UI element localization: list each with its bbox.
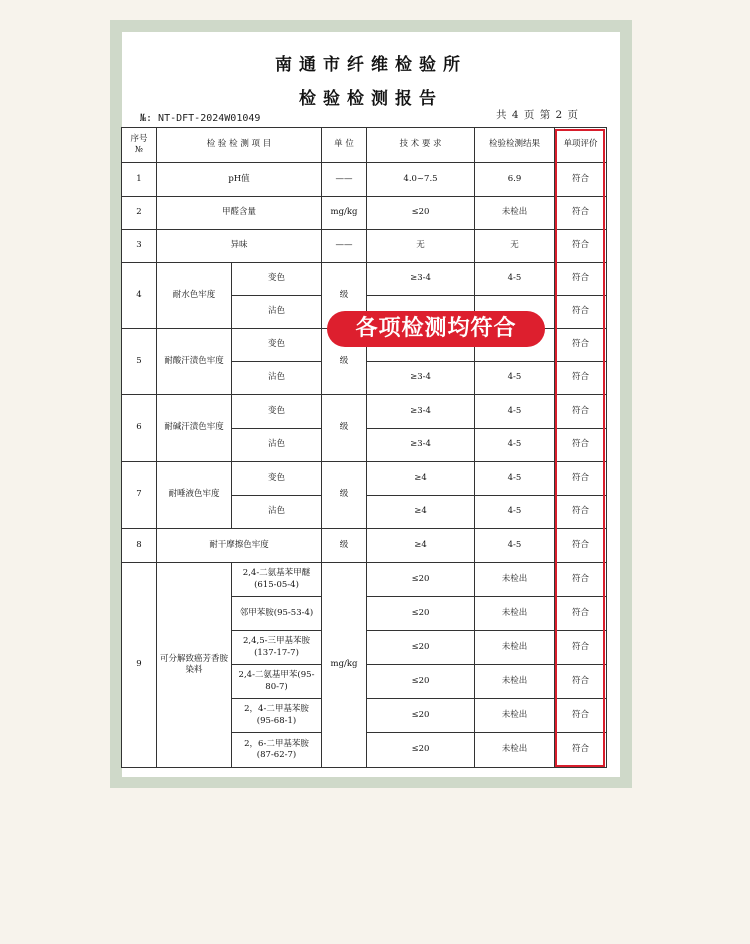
row-evaluation: 符合 <box>555 263 607 296</box>
row-requirement: ≥3-4 <box>367 263 475 296</box>
row-seq: 7 <box>122 462 157 529</box>
row-unit: 级 <box>322 263 367 329</box>
row-evaluation: 符合 <box>555 597 607 631</box>
subitem-name: 2,4-二氨基甲苯(95- <box>238 670 315 681</box>
row-requirement: ≥4 <box>367 529 475 563</box>
row-evaluation: 符合 <box>555 496 607 529</box>
row-subitem: 变色 <box>232 329 322 362</box>
row-evaluation: 符合 <box>555 529 607 563</box>
subitem-cas: (137-17-7) <box>254 647 299 658</box>
row-evaluation: 符合 <box>555 733 607 768</box>
row-result: 未检出 <box>475 665 555 699</box>
row-requirement: ≥4 <box>367 462 475 496</box>
row-seq: 1 <box>122 163 157 197</box>
subitem-name: 2,4-二氨基苯甲醚 <box>242 568 311 579</box>
row-evaluation: 符合 <box>555 296 607 329</box>
row-unit: 级 <box>322 395 367 462</box>
row-item: 耐唾液色牢度 <box>157 462 232 529</box>
table-header-row <box>122 128 607 163</box>
row-item: 耐碱汗渍色牢度 <box>157 395 232 462</box>
subitem-cas: (87-62-7) <box>256 750 297 760</box>
row-requirement: 4.0~7.5 <box>367 163 475 197</box>
row-seq: 6 <box>122 395 157 462</box>
row-item: 异味 <box>157 230 322 263</box>
row-requirement: ≤20 <box>367 733 475 768</box>
row-result: 无 <box>475 230 555 263</box>
header-unit: 单 位 <box>322 128 367 163</box>
row-item: 甲醛含量 <box>157 197 322 230</box>
results-table <box>121 127 607 768</box>
row-requirement: ≤20 <box>367 197 475 230</box>
row-item: 耐水色牢度 <box>157 263 232 329</box>
row-unit: 级 <box>322 529 367 563</box>
table-row <box>122 163 607 197</box>
subitem-name: 2,4,5-三甲基苯胺 <box>242 636 310 647</box>
subitem-cas: (615-05-4) <box>254 579 299 590</box>
row-requirement: ≥3-4 <box>367 429 475 462</box>
row-subitem: 变色 <box>232 395 322 429</box>
table-row <box>122 529 607 563</box>
row-result: 4-5 <box>475 529 555 563</box>
table-row <box>122 263 607 296</box>
row-result: 未检出 <box>475 597 555 631</box>
header-seq-mark: № <box>134 145 144 155</box>
row-evaluation: 符合 <box>555 230 607 263</box>
subitem-name: 2，6-二甲基苯胺 <box>244 738 309 749</box>
row-result: 未检出 <box>475 699 555 733</box>
row-requirement: 无 <box>367 230 475 263</box>
subitem-cas: 80-7) <box>265 681 288 692</box>
header-evaluation: 单项评价 <box>555 128 607 163</box>
row-requirement: ≤20 <box>367 699 475 733</box>
table-row <box>122 197 607 230</box>
table-row <box>122 462 607 496</box>
institution-title: 南通市纤维检验所 <box>275 55 467 75</box>
row-result: 未检出 <box>475 563 555 597</box>
row-item: pH值 <box>157 163 322 197</box>
row-evaluation: 符合 <box>555 462 607 496</box>
row-evaluation: 符合 <box>555 329 607 362</box>
row-evaluation: 符合 <box>555 699 607 733</box>
row-subitem: 邻甲苯胺(95-53-4) <box>232 597 322 631</box>
header-seq <box>122 128 157 163</box>
header-item: 检 验 检 测 项 目 <box>157 128 322 163</box>
row-subitem: 沾色 <box>232 362 322 395</box>
row-item: 可分解致癌芳香胺染料 <box>157 563 232 768</box>
row-unit: —— <box>322 163 367 197</box>
row-result: 4-5 <box>475 429 555 462</box>
row-item: 耐酸汗渍色牢度 <box>157 329 232 395</box>
table-row <box>122 395 607 429</box>
row-requirement: ≤20 <box>367 563 475 597</box>
all-pass-banner: 各项检测均符合 <box>327 311 545 347</box>
row-subitem <box>232 733 322 768</box>
table-row <box>122 230 607 263</box>
row-unit: mg/kg <box>322 563 367 768</box>
row-unit: mg/kg <box>322 197 367 230</box>
row-seq: 5 <box>122 329 157 395</box>
row-seq: 3 <box>122 230 157 263</box>
evaluation-column-highlight <box>555 129 605 767</box>
row-requirement: ≥4 <box>367 496 475 529</box>
row-requirement: ≤20 <box>367 665 475 699</box>
header-result: 检验检测结果 <box>475 128 555 163</box>
row-unit: 级 <box>322 329 367 395</box>
row-subitem: 变色 <box>232 462 322 496</box>
subitem-name: 2，4-二甲基苯胺 <box>244 704 309 715</box>
row-subitem <box>232 665 322 699</box>
row-subitem <box>232 699 322 733</box>
row-evaluation: 符合 <box>555 429 607 462</box>
row-evaluation: 符合 <box>555 665 607 699</box>
row-result: 6.9 <box>475 163 555 197</box>
header-seq-label: 序号 <box>130 133 148 144</box>
row-result: 未检出 <box>475 733 555 768</box>
row-subitem <box>232 563 322 597</box>
subitem-cas: (95-68-1) <box>256 715 297 726</box>
row-result: 4-5 <box>475 462 555 496</box>
row-result: 4-5 <box>475 362 555 395</box>
row-subitem: 沾色 <box>232 496 322 529</box>
row-requirement: ≥3-4 <box>367 395 475 429</box>
row-evaluation: 符合 <box>555 197 607 230</box>
row-requirement: ≤20 <box>367 631 475 665</box>
report-number: №: NT-DFT-2024W01049 <box>140 113 261 124</box>
row-subitem: 沾色 <box>232 429 322 462</box>
row-evaluation: 符合 <box>555 631 607 665</box>
row-evaluation: 符合 <box>555 395 607 429</box>
row-evaluation: 符合 <box>555 362 607 395</box>
row-result: 未检出 <box>475 197 555 230</box>
header-requirement: 技 术 要 求 <box>367 128 475 163</box>
table-row <box>122 563 607 597</box>
row-requirement: ≥3-4 <box>367 362 475 395</box>
row-seq: 8 <box>122 529 157 563</box>
row-seq: 4 <box>122 263 157 329</box>
page-info: 共 4 页 第 2 页 <box>496 109 580 121</box>
row-unit: 级 <box>322 462 367 529</box>
row-result: 4-5 <box>475 263 555 296</box>
row-result: 4-5 <box>475 496 555 529</box>
row-result: 4-5 <box>475 395 555 429</box>
row-seq: 2 <box>122 197 157 230</box>
row-evaluation: 符合 <box>555 163 607 197</box>
row-item: 耐干摩擦色牢度 <box>157 529 322 563</box>
report-title: 检验检测报告 <box>299 89 443 109</box>
row-subitem: 沾色 <box>232 296 322 329</box>
row-result: 未检出 <box>475 631 555 665</box>
row-subitem <box>232 631 322 665</box>
row-requirement: ≤20 <box>367 597 475 631</box>
row-evaluation: 符合 <box>555 563 607 597</box>
row-seq: 9 <box>122 563 157 768</box>
row-subitem: 变色 <box>232 263 322 296</box>
row-unit: —— <box>322 230 367 263</box>
